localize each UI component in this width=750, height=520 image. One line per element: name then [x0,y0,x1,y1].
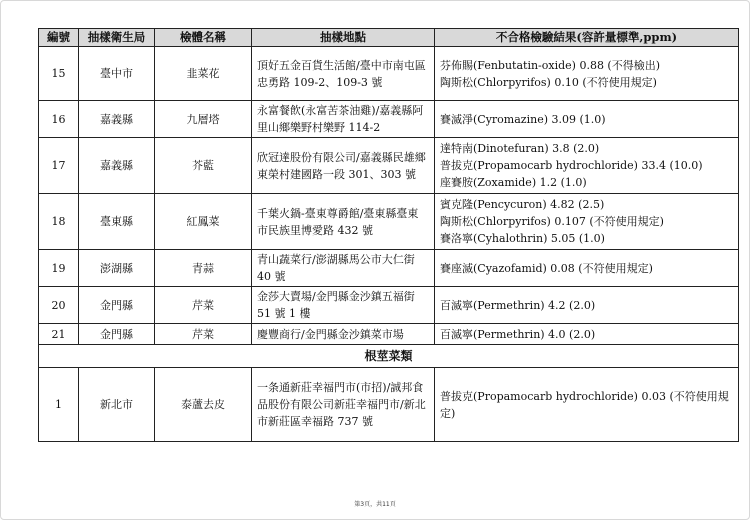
table-body [39,47,739,345]
inspection-table [38,28,739,442]
cell-no: 17 [39,138,79,194]
cell-result [435,194,739,250]
cell-result [435,47,739,101]
cell-result [435,368,739,442]
cell-result [435,138,739,194]
page-footer: 第3頁，共11頁 [354,501,396,508]
table-row [39,47,739,101]
cell-sample-name: 芥藍 [155,138,252,194]
cell-sample-name: 青蒜 [155,250,252,287]
cell-location: 慶豐商行/金門縣金沙鎮菜市場 [252,324,435,345]
section-title: 根莖菜類 [39,345,739,368]
result-line: 陶斯松(Chlorpyrifos) 0.107 (不符使用規定) [440,215,664,228]
cell-sample-name: 韭菜花 [155,47,252,101]
header-result: 不合格檢驗結果(容許量標準,ppm) [435,29,739,47]
cell-sample-name: 九層塔 [155,101,252,138]
result-line: 達特南(Dinotefuran) 3.8 (2.0) [440,142,600,155]
cell-no: 15 [39,47,79,101]
header-sample-name: 檢體名稱 [155,29,252,47]
cell-sample-name: 紅鳳菜 [155,194,252,250]
table-row [39,368,739,442]
cell-no: 20 [39,287,79,324]
cell-location: 青山蔬菜行/澎湖縣馬公市大仁街 40 號 [252,250,435,287]
cell-agency: 嘉義縣 [79,101,155,138]
cell-agency: 新北市 [79,368,155,442]
cell-result [435,250,739,287]
cell-agency: 臺中市 [79,47,155,101]
header-agency: 抽樣衛生局 [79,29,155,47]
table-row [39,194,739,250]
cell-location: 欣冠達股份有限公司/嘉義縣民雄鄉東榮村建國路一段 301、303 號 [252,138,435,194]
table-row [39,287,739,324]
cell-result [435,324,739,345]
cell-no: 1 [39,368,79,442]
cell-agency: 澎湖縣 [79,250,155,287]
cell-location: 千葉火鍋-臺東尊爵館/臺東縣臺東市民族里博愛路 432 號 [252,194,435,250]
cell-location: 頂好五金百貨生活館/臺中市南屯區忠勇路 109-2、109-3 號 [252,47,435,101]
cell-location: 永富餐飲(永富苦茶油雞)/嘉義縣阿里山鄉樂野村樂野 114-2 [252,101,435,138]
result-line: 百滅寧(Permethrin) 4.0 (2.0) [440,327,596,341]
cell-agency: 金門縣 [79,287,155,324]
result-line: 普拔克(Propamocarb hydrochloride) 0.03 (不符使用規定) [440,389,729,420]
result-line: 賽座滅(Cyazofamid) 0.08 (不符使用規定) [440,261,653,275]
header-location: 抽樣地點 [252,29,435,47]
table-row [39,138,739,194]
result-line: 芬佈賜(Fenbutatin-oxide) 0.88 (不得檢出) [440,58,661,72]
cell-location: 一条通新莊幸福門市(市招)/誠邦食品股份有限公司新莊幸福門市/新北市新莊區幸福路 737 號 [252,368,435,442]
result-line: 賽洛寧(Cyhalothrin) 5.05 (1.0) [440,232,605,245]
table-header-row [39,29,739,47]
table-row [39,250,739,287]
cell-no: 21 [39,324,79,345]
cell-no: 19 [39,250,79,287]
cell-agency: 嘉義縣 [79,138,155,194]
section-header-row [39,345,739,368]
cell-result [435,287,739,324]
result-line: 陶斯松(Chlorpyrifos) 0.10 (不符使用規定) [440,75,657,89]
result-line: 普拔克(Propamocarb hydrochloride) 33.4 (10.0) [440,159,703,172]
cell-sample-name: 芹菜 [155,287,252,324]
result-line: 百滅寧(Permethrin) 4.2 (2.0) [440,298,596,312]
cell-result [435,101,739,138]
table-row [39,101,739,138]
cell-sample-name: 芹菜 [155,324,252,345]
cell-agency: 臺東縣 [79,194,155,250]
header-no: 編號 [39,29,79,47]
section-body [39,345,739,442]
cell-agency: 金門縣 [79,324,155,345]
table-row [39,324,739,345]
cell-sample-name: 泰蘆去皮 [155,368,252,442]
result-line: 座賽胺(Zoxamide) 1.2 (1.0) [440,176,587,189]
result-line: 賽滅淨(Cyromazine) 3.09 (1.0) [440,112,606,126]
cell-no: 18 [39,194,79,250]
result-line: 賓克隆(Pencycuron) 4.82 (2.5) [440,198,605,211]
cell-no: 16 [39,101,79,138]
cell-location: 金莎大賣場/金門縣金沙鎮五福街 51 號 1 樓 [252,287,435,324]
